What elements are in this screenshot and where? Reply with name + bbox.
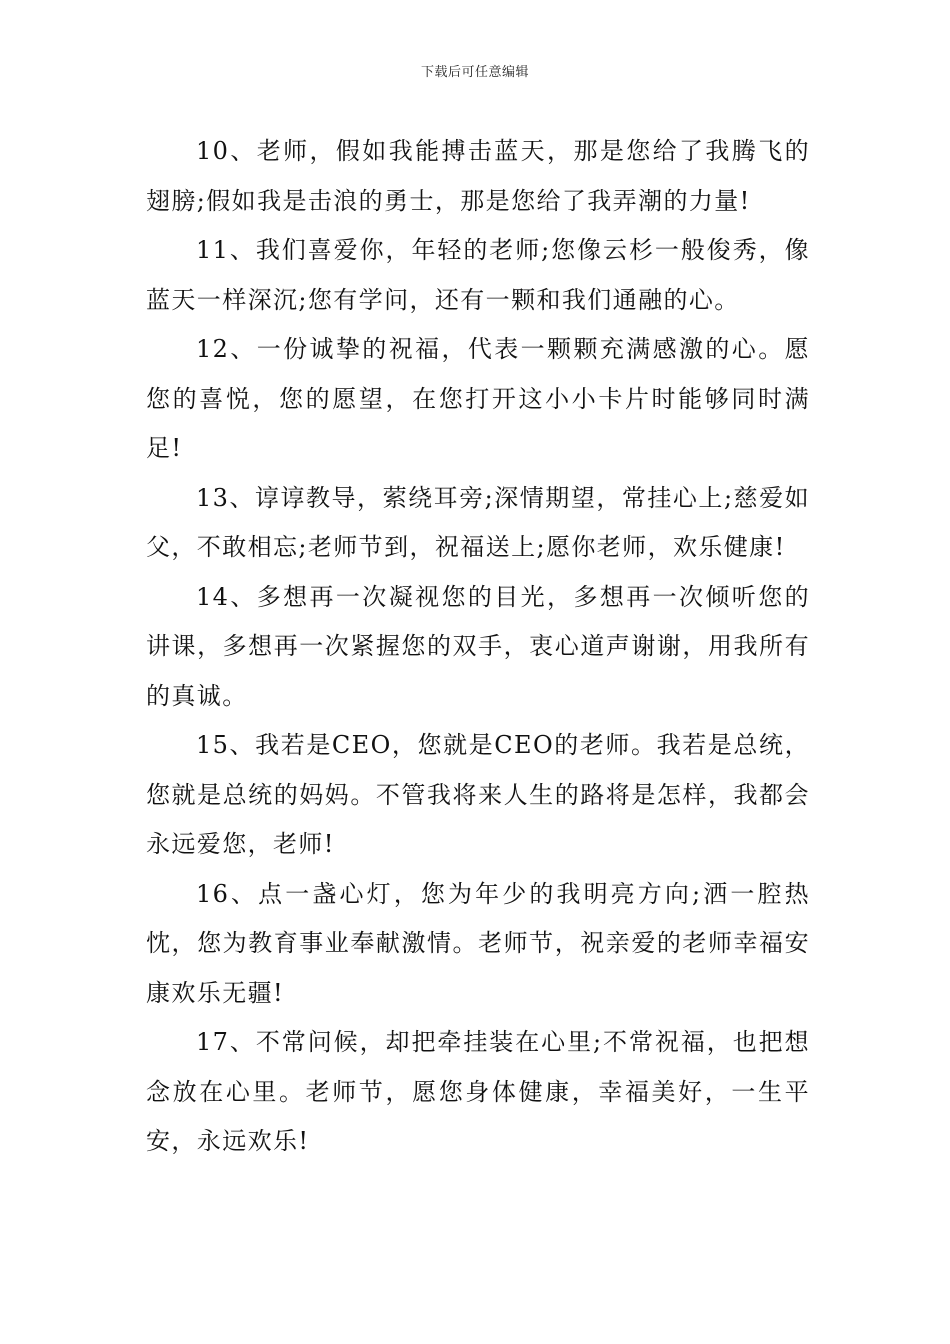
paragraph-11: 11、我们喜爱你，年轻的老师;您像云杉一般俊秀，像蓝天一样深沉;您有学问，还有一颗和我们通融的心。 (146, 236, 810, 314)
paragraph-15: 15、我若是CEO，您就是CEO的老师。我若是总统，您就是总统的妈妈。不管我将来人生的路将是怎样，我都会永远爱您，老师! (146, 731, 810, 858)
paragraph-14: 14、多想再一次凝视您的目光，多想再一次倾听您的讲课，多想再一次紧握您的双手，衷心道声谢谢，用我所有的真诚。 (146, 582, 810, 710)
document-body (146, 127, 810, 1167)
paragraph-12: 12、一份诚挚的祝福，代表一颗颗充满感激的心。愿您的喜悦，您的愿望，在您打开这小小卡片时能够同时满足! (146, 335, 810, 462)
paragraph-17: 17、不常问候，却把牵挂装在心里;不常祝福，也把想念放在心里。老师节，愿您身体健康，幸福美好，一生平安，永远欢乐! (146, 1028, 810, 1155)
paragraph-13: 13、谆谆教导，萦绕耳旁;深情期望，常挂心上;慈爱如父，不敢相忘;老师节到，祝福送上;愿你老师，欢乐健康! (146, 483, 810, 561)
paragraph-10: 10、老师，假如我能搏击蓝天，那是您给了我腾飞的翅膀;假如我是击浪的勇士，那是您给了我弄潮的力量! (146, 137, 810, 215)
header-note: 下载后可任意编辑 (420, 65, 529, 80)
paragraph-16: 16、点一盏心灯，您为年少的我明亮方向;洒一腔热忱，您为教育事业奉献激情。老师节，祝亲爱的老师幸福安康欢乐无疆! (146, 879, 810, 1007)
